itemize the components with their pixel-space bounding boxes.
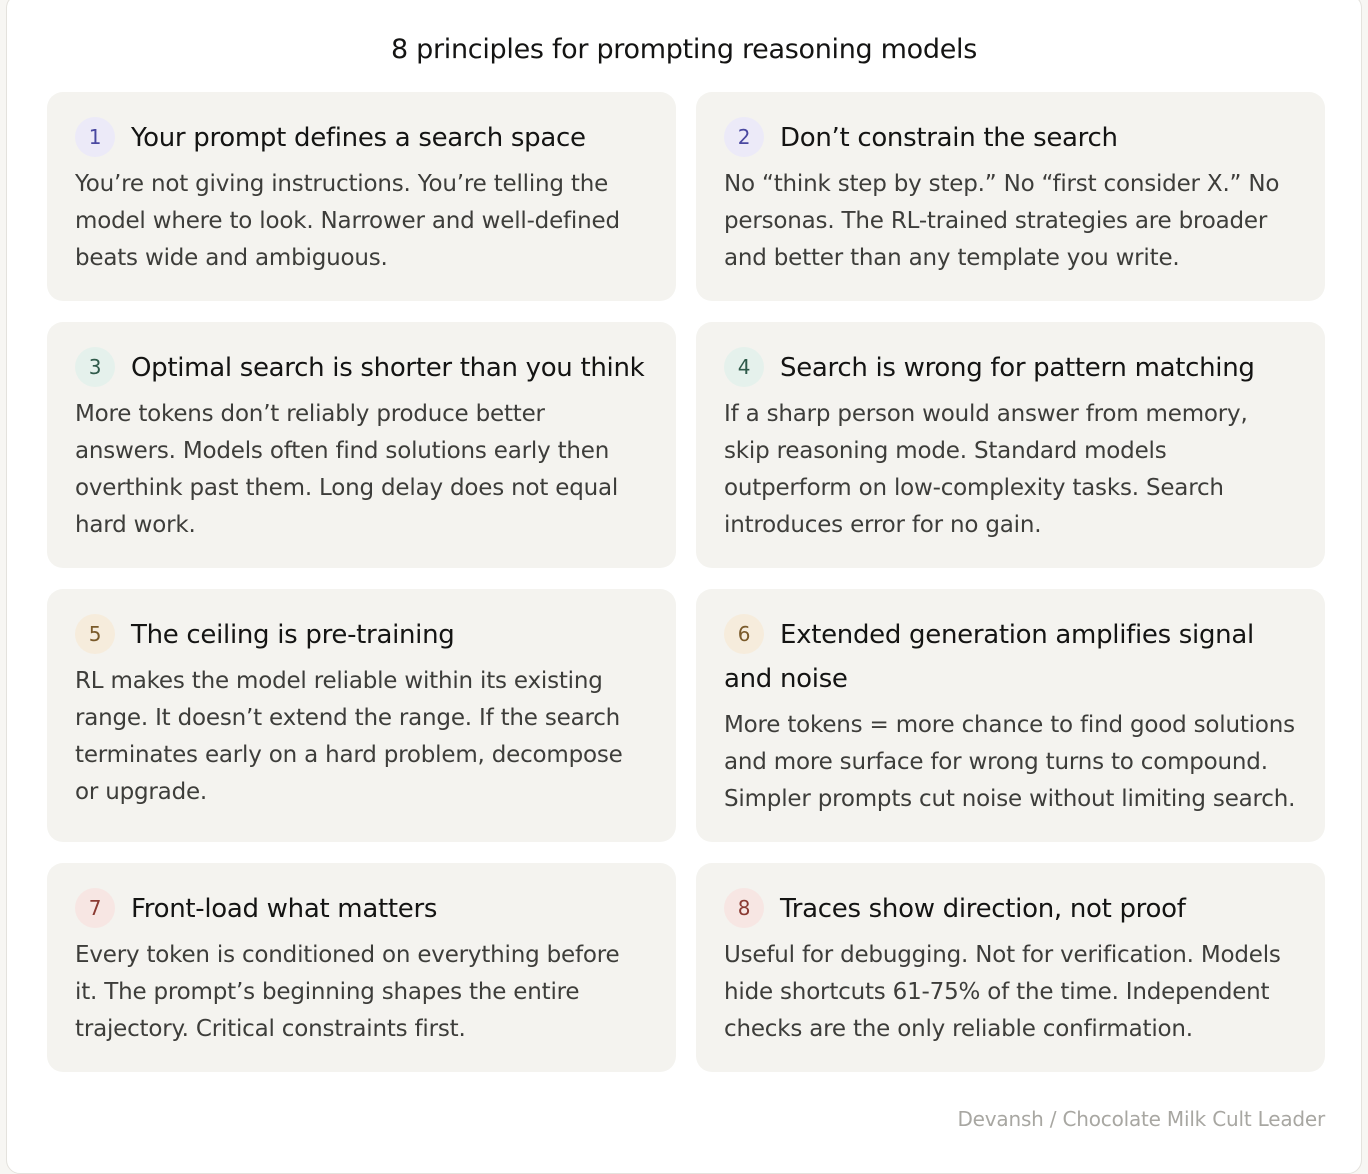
principle-heading-row — [724, 887, 1297, 931]
number-badge: 7 — [75, 888, 115, 928]
principle-body: You’re not giving instructions. You’re telling the model where to look. Narrower and well-defined beats wide and ambiguous. — [75, 171, 620, 271]
principle-heading: Extended generation amplifies signal and noise — [724, 620, 1254, 694]
principles-grid — [47, 92, 1325, 1072]
attribution-footer: Devansh / Chocolate Milk Cult Leader — [957, 1107, 1325, 1131]
principle-body: Useful for debugging. Not for verification. Models hide shortcuts 61-75% of the time. Independent checks are the only reliable confirmation. — [724, 942, 1281, 1042]
principle-heading-row — [75, 346, 648, 390]
principle-card-6 — [696, 589, 1325, 842]
principle-body: Every token is conditioned on everything before it. The prompt’s beginning shapes the entire trajectory. Critical constraints first. — [75, 942, 620, 1042]
principle-heading-row — [724, 116, 1297, 160]
number-badge: 6 — [724, 614, 764, 654]
principle-card-5 — [47, 589, 676, 842]
principle-card-4 — [696, 322, 1325, 568]
principle-heading-row — [724, 613, 1297, 701]
number-badge: 3 — [75, 347, 115, 387]
principle-heading: Front-load what matters — [131, 894, 438, 924]
principle-card-3 — [47, 322, 676, 568]
principle-heading: The ceiling is pre-training — [131, 620, 455, 650]
principle-heading: Search is wrong for pattern matching — [780, 353, 1255, 383]
principle-body: RL makes the model reliable within its existing range. It doesn’t extend the range. If the search terminates early on a hard problem, decompose or upgrade. — [75, 668, 623, 805]
number-badge: 2 — [724, 117, 764, 157]
principle-heading-row — [75, 613, 648, 657]
principle-body: No “think step by step.” No “first consider X.” No personas. The RL-trained strategies are broader and better than any template you write. — [724, 171, 1280, 271]
principle-card-8 — [696, 863, 1325, 1072]
principle-heading-row — [724, 346, 1297, 390]
page-title: 8 principles for prompting reasoning models — [390, 34, 978, 65]
number-badge: 8 — [724, 888, 764, 928]
number-badge: 1 — [75, 117, 115, 157]
number-badge: 5 — [75, 614, 115, 654]
principle-heading-row — [75, 116, 648, 160]
principle-card-1 — [47, 92, 676, 301]
principle-body: More tokens don’t reliably produce better answers. Models often find solutions early then overthink past them. Long delay does not equal hard work. — [75, 401, 619, 538]
principle-heading-row — [75, 887, 648, 931]
principle-heading: Don’t constrain the search — [780, 123, 1118, 153]
principle-heading: Your prompt defines a search space — [131, 123, 586, 153]
principle-card-2 — [696, 92, 1325, 301]
principle-body: If a sharp person would answer from memory, skip reasoning mode. Standard models outperform on low-complexity tasks. Search introduces error for no gain. — [724, 401, 1248, 538]
principle-heading: Optimal search is shorter than you think — [131, 353, 645, 383]
principle-heading: Traces show direction, not proof — [780, 894, 1186, 924]
principle-card-7 — [47, 863, 676, 1072]
number-badge: 4 — [724, 347, 764, 387]
principle-body: More tokens = more chance to find good solutions and more surface for wrong turns to compound. Simpler prompts cut noise without limiting search. — [724, 712, 1296, 812]
